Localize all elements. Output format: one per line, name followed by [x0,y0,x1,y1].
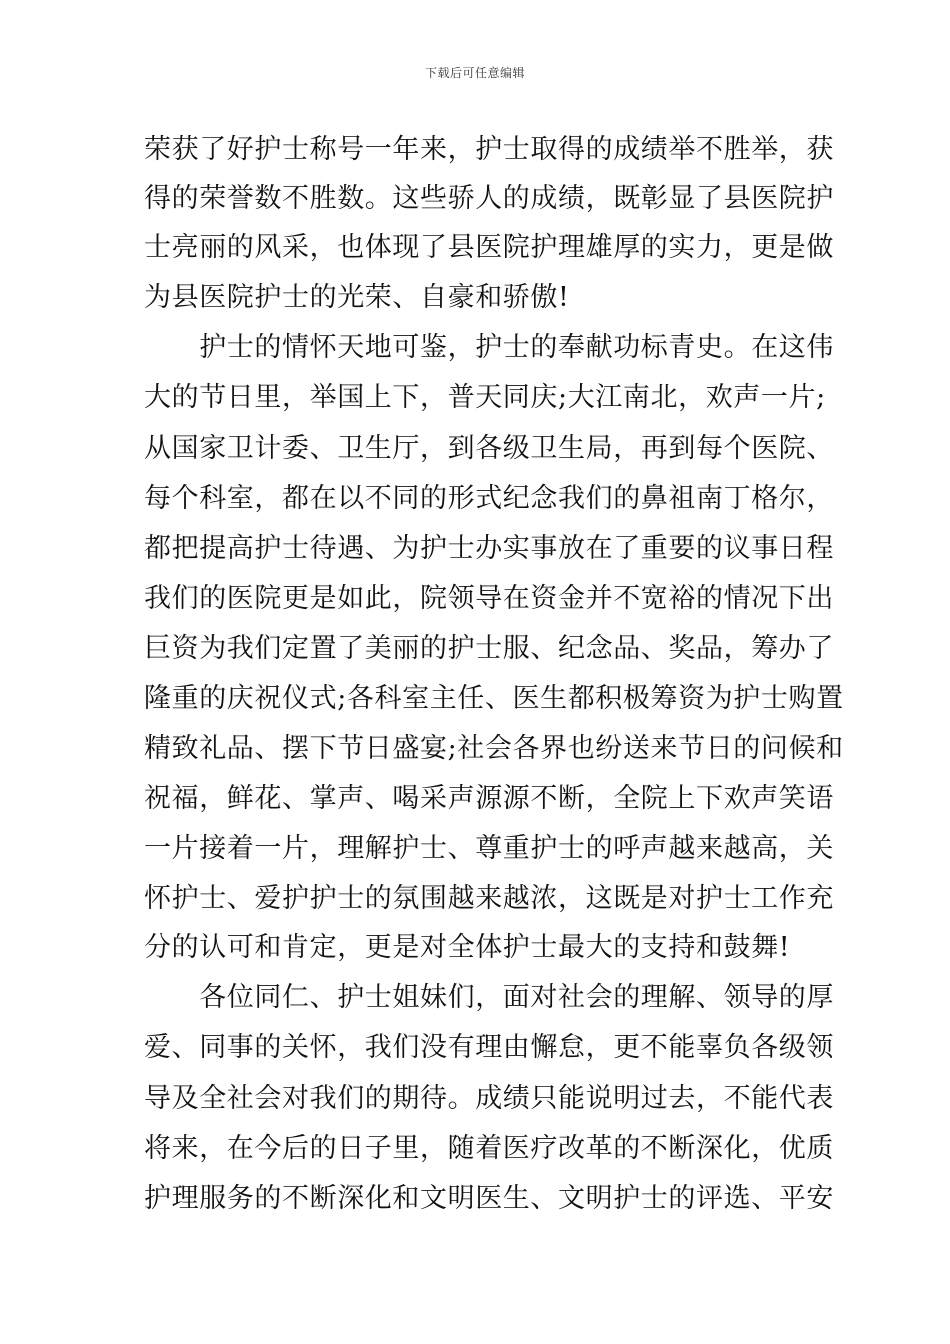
text-line: 得的荣誉数不胜数。这些骄人的成绩，既彰显了县医院护 [144,183,834,214]
text-line: 荣获了好护士称号一年来，护士取得的成绩举不胜举，获 [144,134,834,165]
text-line: 士亮丽的风采，也体现了县医院护理雄厚的实力，更是做 [144,232,834,263]
text-line: 隆重的庆祝仪式;各科室主任、医生都积极筹资为护士购置 [144,683,844,714]
text-line: 都把提高护士待遇、为护士办实事放在了重要的议事日程 [144,533,834,564]
text-line: 一片接着一片，理解护士、尊重护士的呼声越来越高，关 [144,833,834,864]
text-line: 祝福，鲜花、掌声、喝采声源源不断，全院上下欢声笑语 [144,783,834,814]
text-line: 从国家卫计委、卫生厅，到各级卫生局，再到每个医院、 [144,433,834,464]
page-header: 下载后可任意编辑 [424,66,525,80]
text-line: 每个科室，都在以不同的形式纪念我们的鼻祖南丁格尔， [144,483,834,514]
text-line: 怀护士、爱护护士的氛围越来越浓，这既是对护士工作充 [144,883,834,914]
text-line: 精致礼品、摆下节日盛宴;社会各界也纷送来节日的问候和 [144,733,844,764]
text-line: 护理服务的不断深化和文明医生、文明护士的评选、平安 [144,1183,834,1214]
text-line: 爱、同事的关怀，我们没有理由懈怠，更不能辜负各级领 [144,1032,834,1063]
text-line: 为县医院护士的光荣、自豪和骄傲! [144,282,570,313]
text-line: 我们的医院更是如此，院领导在资金并不宽裕的情况下出 [144,583,834,614]
text-line: 将来，在今后的日子里，随着医疗改革的不断深化，优质 [144,1133,834,1164]
text-line: 护士的情怀天地可鉴，护士的奉献功标青史。在这伟 [144,332,834,363]
text-line: 巨资为我们定置了美丽的护士服、纪念品、奖品，筹办了 [144,633,834,664]
text-line: 导及全社会对我们的期待。成绩只能说明过去，不能代表 [144,1083,834,1114]
text-line: 各位同仁、护士姐妹们，面对社会的理解、领导的厚 [144,982,834,1013]
text-line: 分的认可和肯定，更是对全体护士最大的支持和鼓舞! [144,932,791,963]
text-line: 大的节日里，举国上下，普天同庆;大江南北，欢声一片; [144,382,826,413]
